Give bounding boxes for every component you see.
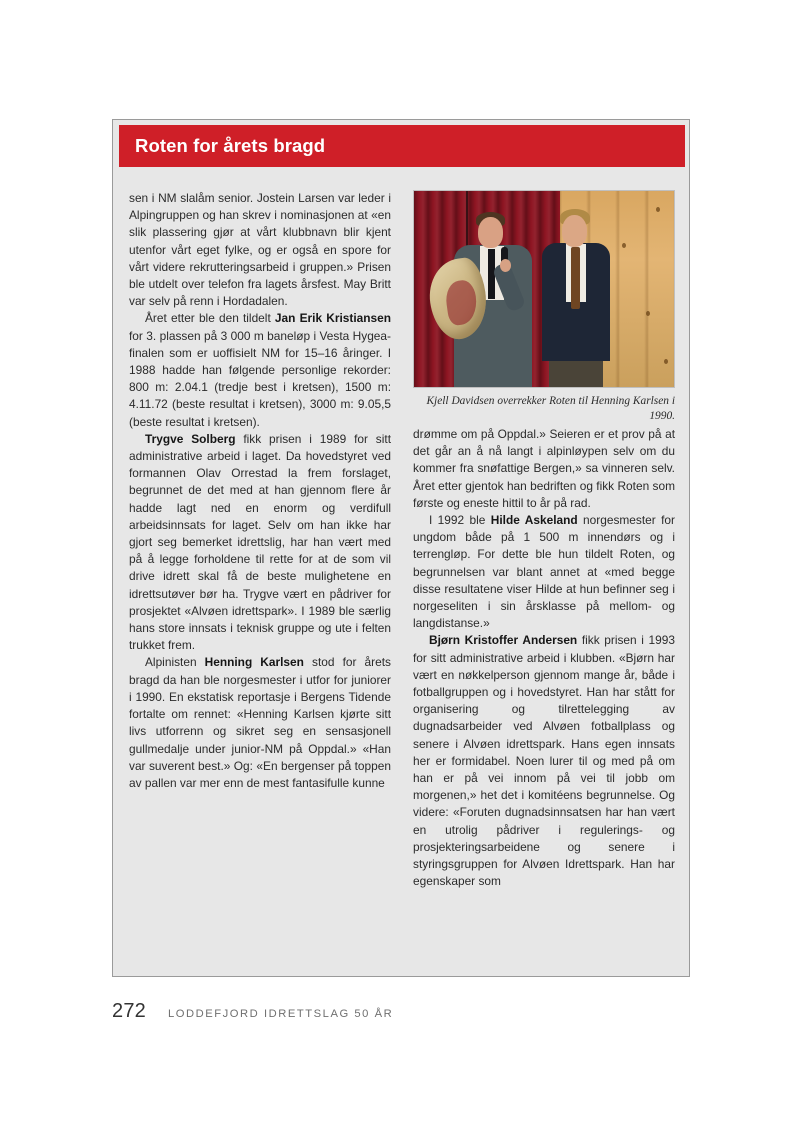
article-frame <box>112 119 690 977</box>
presenter-hand <box>500 259 511 272</box>
wood-knot-icon <box>622 243 626 248</box>
paragraph-henning-karlsen <box>129 654 391 792</box>
paragraph-continuation: sen i NM slalåm senior. Jostein Larsen var leder i Alpingruppen og han skrev i nominasjonen at «en slik plassering gjør at vårt klubbnavn blir kjent utenfor vårt eget fylke, og er også en spore for vårt videre rekrutteringsarbeid i gruppen.» Prisen ble utdelt over telefon fra lagets årsfest. May Britt var selv på renn i Hordadalen. <box>129 191 391 309</box>
text-run: Alpinisten <box>145 655 205 670</box>
recipient-trousers <box>549 357 603 388</box>
photo-caption: Kjell Davidsen overrekker Roten til Henning Karlsen i 1990. <box>426 395 675 422</box>
section-title-band <box>119 125 685 167</box>
photo-block <box>413 190 675 423</box>
hanging-cable <box>466 191 468 250</box>
paragraph-oppdal-continuation: drømme om på Oppdal.» Seieren er et prov på at det går an å nå langt i alpinløypen selv om du kommer fra snøfattige Bergen,» sa vinneren selv. Året etter gjentok han bedriften og fikk Roten som første og eneste hittil to år på rad. <box>413 427 675 510</box>
page-number: 272 <box>112 1000 146 1022</box>
text-run: fikk prisen i 1989 for sitt administrative arbeid i laget. Da hovedstyret ved formannen Olav Orrestad la frem forslaget, begrunnet de det med at han gjennom flere år hadde lagt ned en enorm og verdifull arbeidsinnsats for laget. Selv om han ikke har gjort seg bemerket idrettslig, har han vært med på å legge forholdene til rette for at de som vil drive idrett skal få de beste mulighetene en idrettsutøver bør ha. Trygve vært en pådriver for prosjektet «Alvøen idrettspark». I 1989 ble særlig hans store innsats i teknisk gruppe og ute i felten trukket frem. <box>129 431 391 653</box>
paragraph-hilde-askeland <box>413 512 675 632</box>
wood-knot-icon <box>664 359 668 364</box>
wood-knot-icon <box>646 311 650 316</box>
running-head: LODDEFJORD IDRETTSLAG 50 ÅR <box>167 1008 394 1020</box>
person-name-trygve-solberg: Trygve Solberg <box>145 431 236 446</box>
column-right <box>413 426 675 890</box>
presenter-head <box>478 217 503 248</box>
text-run: for 3. plassen på 3 000 m baneløp i Vesta Hygea-finalen som er uoffisielt NM for 15–16 åringer. I 1988 hadde han følgende personlige rekorder: 800 m: 2.04.1 (tredje best i kretsen), 1500 m: 4.11.72 (beste resultat i kretsen), 3000 m: 9.05,5 (beste resultat i kretsen). <box>129 328 391 429</box>
text-run: I 1992 ble <box>429 513 491 528</box>
page-title: Roten for årets bragd <box>135 135 326 156</box>
person-name-bjorn-kristoffer-andersen: Bjørn Kristoffer Andersen <box>429 633 578 648</box>
wood-knot-icon <box>656 207 660 212</box>
award-ceremony-photo <box>413 190 675 388</box>
column-left <box>129 190 391 792</box>
paragraph-trygve-solberg <box>129 431 391 655</box>
person-name-hilde-askeland: Hilde Askeland <box>490 513 578 528</box>
recipient-head <box>562 215 587 247</box>
text-run: Året etter ble den tildelt <box>145 311 275 326</box>
page-footer <box>112 1000 690 1030</box>
paragraph-bjorn-kristoffer-andersen <box>413 632 675 890</box>
paragraph-jan-erik-kristiansen <box>129 310 391 430</box>
person-name-henning-karlsen: Henning Karlsen <box>204 655 304 670</box>
recipient-tie <box>571 247 580 309</box>
text-run: stod for årets bragd da han ble norgesmester i utfor for juniorer i 1990. En ekstatisk reportasje i Bergens Tidende fortalte om rennet: «Henning Karlsen kjørte sitt livs utforrenn og sikret seg en sensasjonell gullmedalje under junior-NM på Oppdal.» «Han var suverent best.» Og: «En bergenser på toppen av pallen var mer enn de mest fantasifulle kunne <box>129 655 391 790</box>
text-run: fikk prisen i 1993 for sitt administrative arbeid i klubben. «Bjørn har vært en nøkkelperson gjennom mange år, både i fotballgruppen og i hovedstyret. Han har stått for organisering og tilrettelegging av dugnadsarbeider ved Alvøen fotballplass og senere i Alvøen idrettspark. Hans egen innsats her er formidabel. Noen lurer til og med på om han er på vei innom på vei til jobb om morgenen,» het det i komitéens begrunnelse. Og videre: «Foruten dugnadsinnsatsen har han vært en utrolig pådriver i regulerings- og prosjekteringsarbeidene og senere i styringsgruppen for Alvøen Idrettspark. Han har egenskaper som <box>413 633 675 889</box>
article-body <box>129 190 675 960</box>
text-run: norgesmester for ungdom både på 1 500 m innendørs og i terrengløp. For dette ble hun tildelt Roten, og begrunnelsen var blant annet at «med begge disse resultatene viser Hilde at hun befinner seg i norgeseliten i sin årsklasse på mellom- og langdistanse.» <box>413 513 675 631</box>
person-name-jan-erik-kristiansen: Jan Erik Kristiansen <box>274 311 391 326</box>
